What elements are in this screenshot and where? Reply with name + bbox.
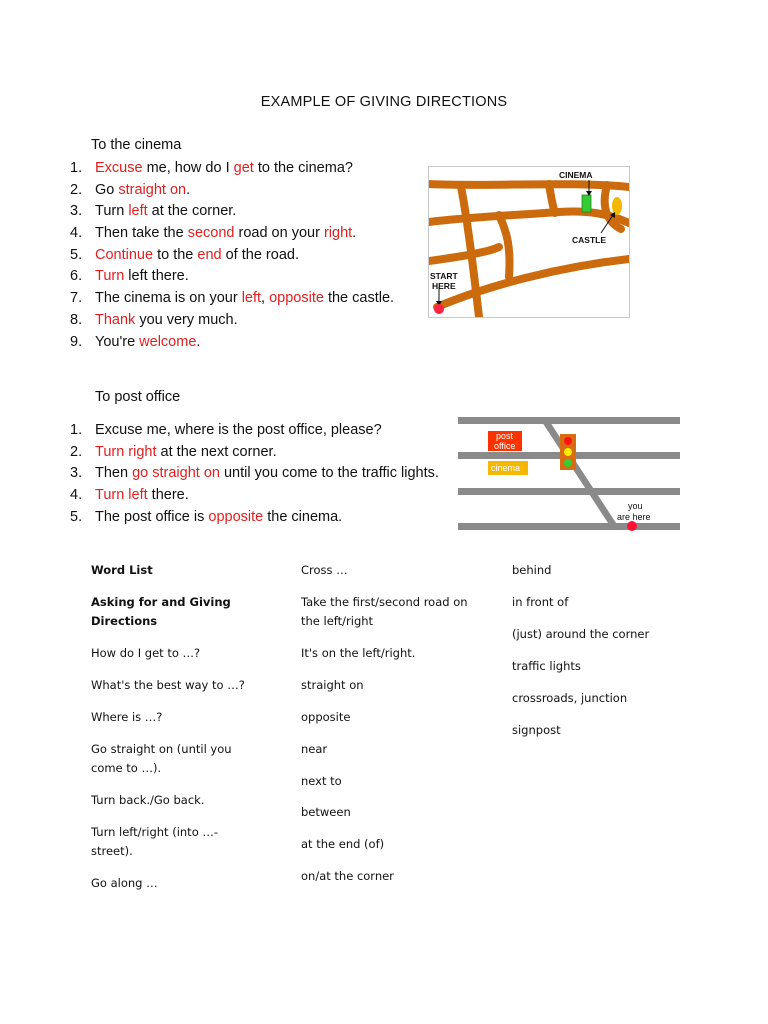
step-text: , — [261, 290, 270, 307]
post-heading: To post office — [95, 389, 181, 405]
cinema-heading: To the cinema — [91, 137, 182, 153]
step-item — [70, 223, 394, 245]
step-number: 1. — [70, 422, 83, 438]
highlight-text: left — [241, 290, 262, 307]
step-number: 3. — [70, 465, 83, 482]
step-number: 4. — [70, 225, 83, 242]
highlight-text: Turn right — [95, 443, 157, 460]
step-text: . — [196, 333, 201, 350]
step-text: me, how do I — [142, 160, 234, 176]
highlight-text: second — [187, 225, 235, 242]
step-text: there. — [147, 487, 189, 504]
word-list-item: next to — [301, 774, 342, 788]
page-title: EXAMPLE OF GIVING DIRECTIONS — [260, 94, 508, 110]
word-list-item: Take the first/second road on the left/right — [301, 595, 468, 628]
word-list-item: straight on — [301, 678, 364, 692]
highlight-text: go straight on — [132, 465, 220, 482]
step-text: at the next corner. — [156, 443, 277, 460]
step-text: of the road. — [221, 246, 299, 263]
word-list-item: crossroads, junction — [512, 691, 628, 705]
step-item — [70, 485, 439, 507]
step-number: 1. — [70, 160, 83, 176]
map-label-start: START — [430, 271, 458, 281]
step-text: the cinema. — [263, 508, 343, 525]
word-list-item: in front of — [512, 595, 569, 609]
highlight-text: straight on — [118, 181, 187, 198]
step-text: Turn — [95, 203, 129, 220]
post-steps — [70, 420, 439, 528]
word-list-item: traffic lights — [512, 659, 581, 673]
step-text: Go — [95, 181, 119, 198]
step-text: . — [186, 181, 191, 198]
step-text: The cinema is on your — [95, 290, 242, 307]
map-label-cinema: CINEMA — [559, 170, 593, 180]
word-list-item: Where is …? — [91, 710, 163, 724]
word-list-item: opposite — [301, 710, 351, 724]
step-item — [70, 245, 394, 267]
word-list-item: signpost — [512, 723, 561, 737]
map-label-are-here: are here — [617, 512, 651, 522]
step-text: you very much. — [135, 311, 238, 328]
highlight-text: Thank — [95, 311, 136, 328]
word-list-item: Go along … — [91, 876, 158, 890]
step-item — [70, 180, 394, 202]
step-item — [70, 332, 394, 354]
map-label-post: post — [496, 431, 514, 441]
step-number: 2. — [70, 181, 83, 198]
step-item — [70, 420, 439, 442]
word-list-item: Go straight on (until you come to …). — [91, 742, 232, 775]
highlight-text: opposite — [269, 290, 324, 307]
highlight-text: Excuse — [95, 160, 143, 176]
highlight-text: right — [323, 225, 353, 242]
cinema-steps — [70, 158, 394, 353]
step-number: 9. — [70, 333, 83, 350]
step-item — [70, 266, 394, 288]
cinema-map — [428, 166, 630, 318]
map-label-cinema-box: cinema — [491, 463, 521, 473]
step-text: to the — [153, 246, 198, 263]
word-list-item: Turn left/right (into …-street). — [91, 825, 219, 858]
step-item — [70, 442, 439, 464]
word-list-heading: Word List — [91, 563, 153, 577]
word-list-item: near — [301, 742, 328, 756]
step-text: until you come to the traffic lights. — [219, 465, 439, 482]
highlight-text: Continue — [95, 246, 154, 263]
step-number: 7. — [70, 290, 83, 307]
step-text: road on your — [234, 225, 324, 242]
step-text: Then take the — [95, 225, 188, 242]
word-list-item: between — [301, 805, 351, 819]
step-item — [70, 158, 394, 180]
step-text: to the cinema? — [253, 160, 353, 176]
highlight-text: left — [128, 203, 148, 220]
step-item — [70, 463, 439, 485]
step-text: Then — [95, 465, 133, 482]
step-text: You're — [95, 333, 140, 350]
highlight-text: welcome — [139, 333, 197, 350]
step-number: 5. — [70, 508, 83, 525]
word-list-col3 — [512, 561, 692, 753]
step-number: 2. — [70, 443, 83, 460]
highlight-text: end — [197, 246, 222, 263]
step-text: left there. — [124, 268, 189, 285]
word-list-item: Turn back./Go back. — [91, 793, 205, 807]
step-number: 6. — [70, 268, 83, 285]
step-number: 5. — [70, 246, 83, 263]
word-list-item: How do I get to …? — [91, 646, 201, 660]
word-list-item: What's the best way to …? — [91, 678, 245, 692]
step-number: 3. — [70, 203, 83, 220]
word-list-item: on/at the corner — [301, 869, 394, 883]
word-list-col1 — [91, 561, 251, 906]
post-map — [458, 414, 680, 532]
word-list-item: behind — [512, 563, 552, 577]
highlight-text: opposite — [208, 508, 264, 525]
word-list-heading: Asking for and Giving Directions — [91, 595, 231, 628]
map-label-here: HERE — [432, 281, 456, 291]
word-list-item: at the end (of) — [301, 837, 385, 851]
map-label-castle: CASTLE — [572, 235, 606, 245]
word-list-item: It's on the left/right. — [301, 646, 416, 660]
word-list-item: (just) around the corner — [512, 627, 650, 641]
step-item — [70, 288, 394, 310]
step-number: 4. — [70, 487, 83, 504]
word-list-item: Cross … — [301, 563, 348, 577]
highlight-text: Turn left — [95, 487, 148, 504]
step-item — [70, 201, 394, 223]
step-text: . — [352, 225, 357, 242]
map-label-you: you — [628, 501, 643, 511]
step-item — [70, 310, 394, 332]
highlight-text: Turn — [95, 268, 125, 285]
step-item — [70, 507, 439, 529]
step-text: at the corner. — [147, 203, 237, 220]
step-text: Excuse me, where is the post office, please? — [95, 422, 382, 438]
map-label-office: office — [494, 441, 516, 451]
highlight-text: get — [233, 160, 254, 176]
step-text: The post office is — [95, 508, 209, 525]
step-text: the castle. — [323, 290, 395, 307]
step-number: 8. — [70, 311, 83, 328]
word-list-col2 — [301, 561, 481, 899]
